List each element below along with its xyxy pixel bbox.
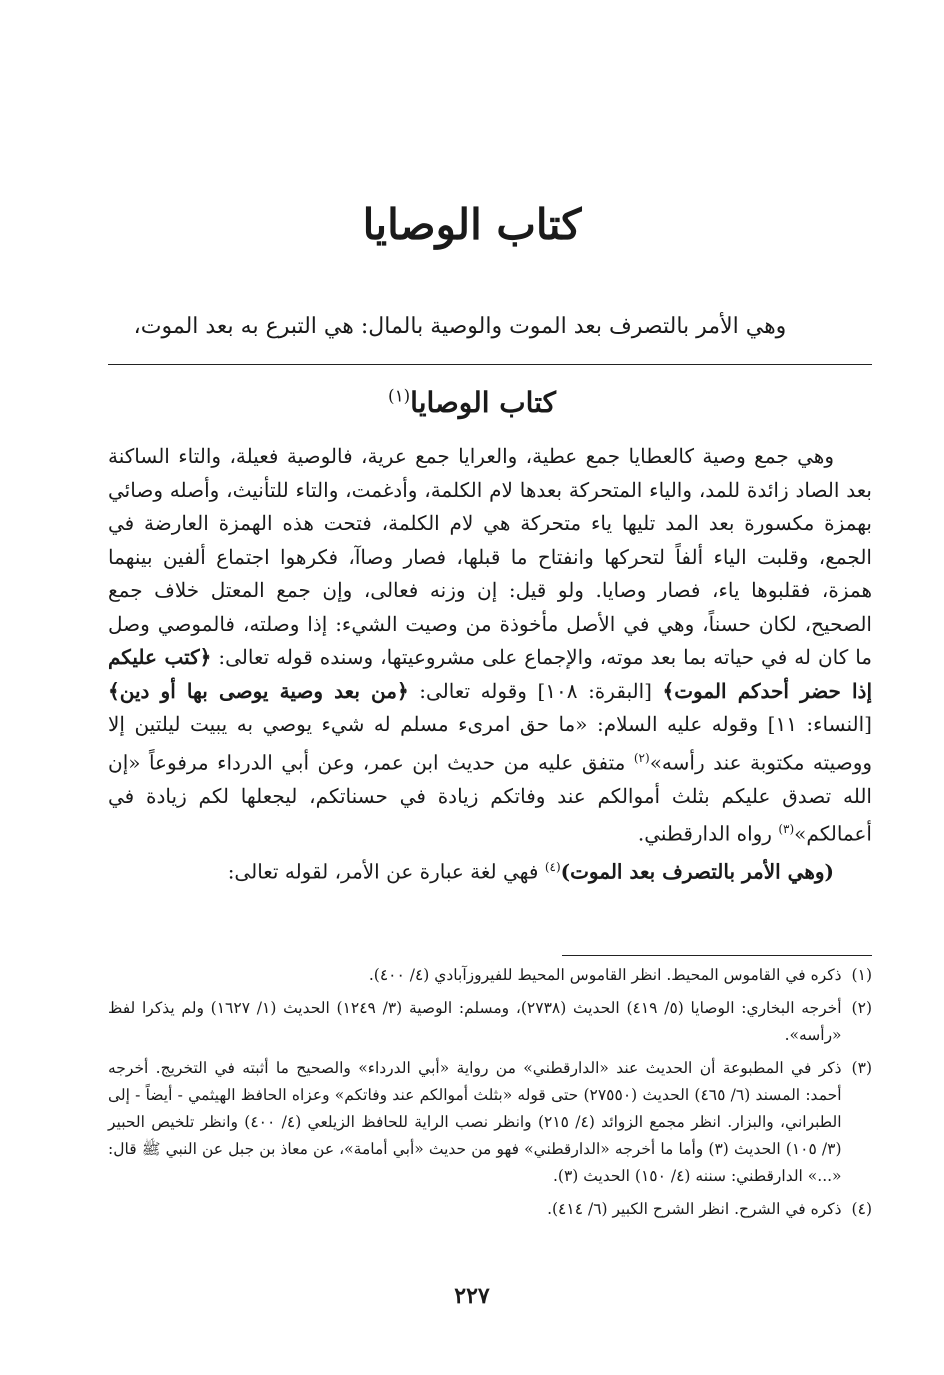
chapter-title: كتاب الوصايا	[362, 200, 582, 249]
paragraph-1-text-b: [البقرة: ١٠٨] وقوله تعالى:	[419, 678, 652, 703]
commentary-body	[108, 440, 872, 889]
matn-divider	[108, 364, 872, 365]
footnote-text: ذكره في القاموس المحيط. انظر القاموس المحيط للفيروزآبادي (٤/ ٤٠٠).	[368, 966, 842, 984]
footnote-number: (١)	[851, 966, 872, 984]
footnote-ref-3: (٣)	[778, 822, 795, 837]
footnote-text: ذكر في المطبوعة أن الحديث عند «الدارقطني» من رواية «أبي الدرداء» والصحيح ما أثبته في التخريج. أخرجه أحمد: المسند (٦/ ٤٦٥) الحديث (٢٧٥٥٠) حتى قوله «بثلث أموالكم عند وفاتكم» وعزاه الحافظ الهيثمي - أيضاً - إلى الطبراني، والبزار. انظر مجمع الزوائد (٤/ ٢١٥) وانظر نصب الراية للحافظ الزيلعي (٤/ ٤٠٠) وانظر تلخيص الحبير (٣/ ١٠٥) الحديث (٣) وأما ما أخرجه «الدارقطني» فهو من حديث «أبي أمامة»، عن معاذ بن جبل عن النبي ﷺ قال: «...» الدارقطني: سننه (٤/ ١٥٠) الحديث (٣).	[108, 1059, 842, 1185]
paragraph-1-text-e: رواه الدارقطني.	[637, 821, 772, 846]
footnote-text: ذكره في الشرح. انظر الشرح الكبير (٦/ ٤١٤).	[547, 1200, 842, 1218]
commentary-paragraph-2	[108, 851, 872, 889]
footnote-2	[108, 995, 872, 1049]
footnote-ref-1: (١)	[388, 385, 411, 406]
footnote-text: أخرجه البخاري: الوصايا (٥/ ٤١٩) الحديث (٢٧٣٨)، ومسلم: الوصية (٣/ ١٢٤٩) الحديث (١/ ١٦٢٧) ولم يذكرا لفظ «رأسه».	[108, 999, 842, 1044]
footnote-ref-2: (٢)	[633, 750, 650, 765]
matn-lemma: (وهي الأمر بالتصرف بعد الموت)	[560, 859, 834, 884]
matn-text: وهي الأمر بالتصرف بعد الموت والوصية بالمال: هي التبرع به بعد الموت،	[133, 314, 787, 339]
footnote-number: (٤)	[851, 1200, 872, 1218]
paragraph-1-text-c: [النساء: ١١] وقوله عليه السلام: «ما حق امرىء مسلم له شيء يوصي به يبيت ليلتين إلا ووصيته مكتوبة عند رأسه»	[108, 712, 873, 775]
footnote-3	[108, 1055, 872, 1190]
paragraph-1-text-d: متفق عليه من حديث ابن عمر، وعن أبي الدرداء مرفوعاً «إن الله تصدق عليكم بثلث أموالكم عند وفاتكم زيادة في حسناتكم، ليجعلها لكم زيادة في أعمالكم»	[108, 750, 872, 846]
footnote-number: (٣)	[851, 1059, 872, 1077]
page-number: ٢٢٧	[454, 1283, 490, 1309]
footnote-divider	[562, 955, 872, 956]
footnote-number: (٢)	[851, 999, 872, 1017]
footnote-1	[108, 962, 872, 989]
paragraph-2-text: فهي لغة عبارة عن الأمر، لقوله تعالى:	[227, 859, 539, 884]
quran-verse-2: ﴿من بعد وصية يوصى بها أو دين﴾	[108, 678, 409, 703]
footnote-ref-4: (٤)	[544, 860, 561, 875]
footnotes	[108, 962, 872, 1229]
paragraph-1-text-a: وهي جمع وصية كالعطايا جمع عطية، والعرايا جمع عرية، فالوصية فعيلة، والتاء الساكنة بعد الصاد زائدة للمد، والياء المتحركة بعدها لام الكلمة، وأدغمت، والتاء للتأنيث، وأصله وصائي بهمزة مكسورة بعد المد تليها ياء متحركة هي لام الكلمة، فتحت هذه الهمزة العارضة في الجمع، وقلبت الياء ألفاً لتحركها وانفتاح ما قبلها، فصار وصاآ، فكرهوا اجتماع ألفين بينهما همزة، فقلبوها ياء، فصار وصايا. ولو قيل: إن وزنه فعالى، وإن جمع المعتل خلاف جمع الصحيح، لكان حسناً، وهي في الأصل مأخوذة من وصيت الشيء: إذا وصلته، فالموصي وصل ما كان له في حياته بما بعد موته، والإجماع على مشروعيتها، وسنده قوله تعالى:	[108, 444, 873, 669]
commentary-title	[0, 385, 944, 421]
quran-verse-1: ﴿كتب عليكم إذا حضر أحدكم الموت﴾	[108, 645, 873, 703]
commentary-paragraph-1	[108, 440, 872, 851]
commentary-title-text: كتاب الوصايا	[410, 386, 556, 419]
footnote-4	[108, 1196, 872, 1223]
